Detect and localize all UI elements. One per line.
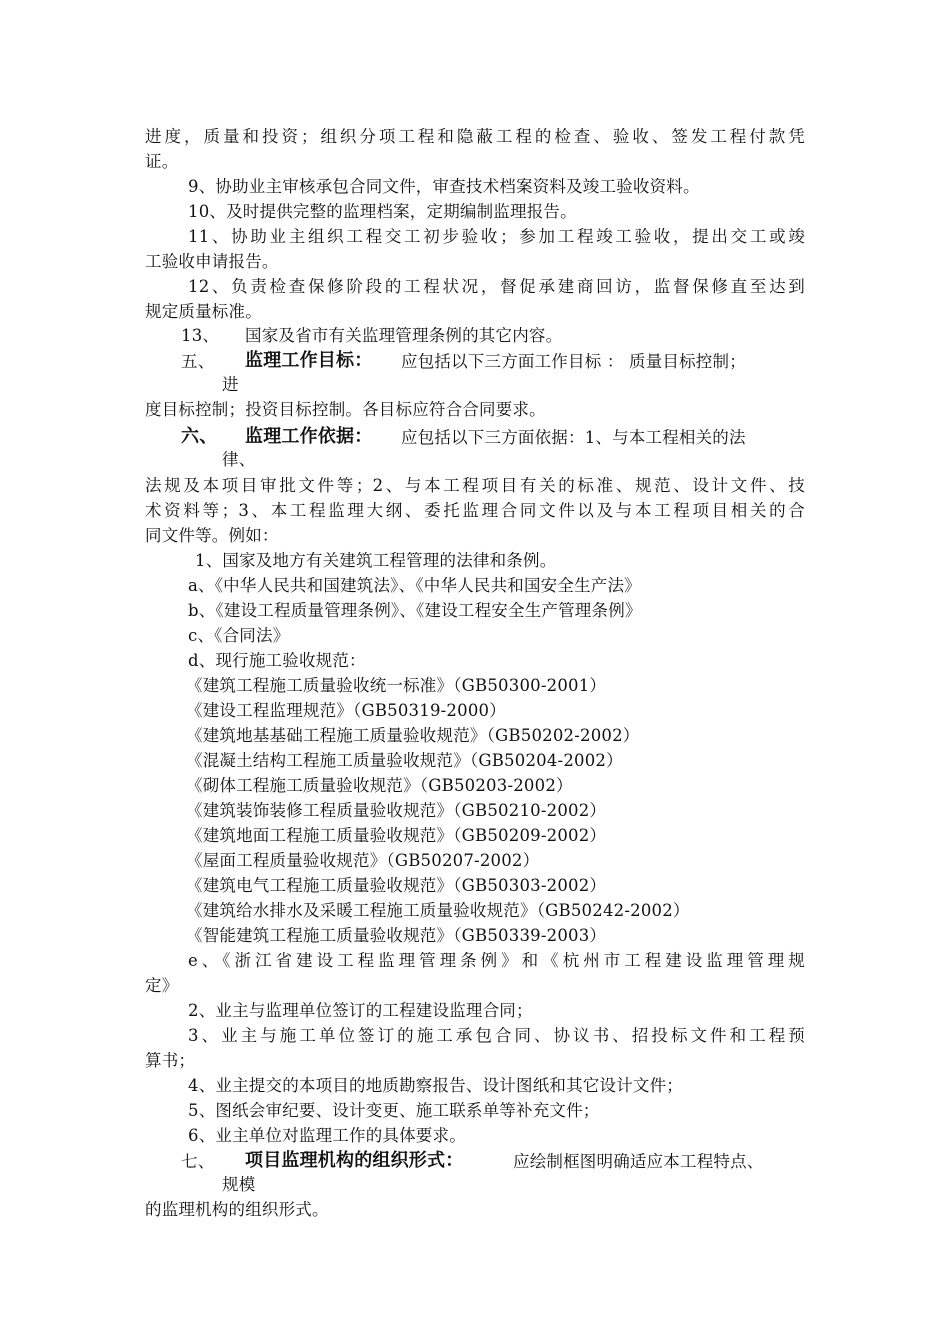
section-heading-5: 监理工作目标： [245, 350, 373, 371]
standard-item: 《建筑地基基础工程施工质量验收规范》（GB50202-2002） [186, 726, 640, 745]
basis-item-4: 4、业主提交的本项目的地质勘察报告、设计图纸和其它设计文件； [188, 1076, 683, 1095]
standard-item: 《屋面工程质量验收规范》（GB50207-2002） [186, 851, 540, 870]
paragraph-line: 进度，质量和投资；组织分项工程和隐蔽工程的检查、验收、签发工程付款凭 [145, 127, 805, 146]
paragraph-line: 同文件等。例如： [145, 526, 279, 545]
section-number-5: 五、 [181, 352, 215, 371]
standard-item: 《建筑工程施工质量验收统一标准》（GB50300-2001） [186, 676, 607, 695]
basis-item-a: a、《中华人民共和国建筑法》、《中华人民共和国安全生产法》 [188, 576, 641, 595]
paragraph-line: 度目标控制；投资目标控制。各目标应符合合同要求。 [145, 400, 546, 419]
basis-item-1: 1、国家及地方有关建筑工程管理的法律和条例。 [195, 551, 557, 570]
standard-item: 《混凝土结构工程施工质量验收规范》（GB50204-2002） [186, 751, 623, 770]
basis-item-e: e、《浙江省建设工程监理管理条例》和《杭州市工程建设监理管理规 [188, 951, 805, 970]
standard-item: 《建筑地面工程施工质量验收规范》（GB50209-2002） [186, 826, 607, 845]
section-text-5: 应包括以下三方面工作目标 ： 质量目标控制； [401, 352, 746, 371]
list-item-9: 9、协助业主审核承包合同文件，审查技术档案资料及竣工验收资料。 [188, 177, 700, 196]
paragraph-line: 律、 [222, 450, 256, 469]
list-item-10: 10、及时提供完整的监理档案，定期编制监理报告。 [188, 202, 577, 221]
paragraph-line: 定》 [145, 976, 179, 995]
paragraph-line: 证。 [145, 152, 179, 171]
section-heading-7: 项目监理机构的组织形式： [245, 1150, 464, 1171]
section-heading-6: 监理工作依据： [245, 426, 373, 447]
section-text-7: 应绘制框图明确适应本工程特点、 [513, 1152, 764, 1171]
list-item-13-text: 国家及省市有关监理管理条例的其它内容。 [245, 326, 563, 345]
basis-item-b: b、《建设工程质量管理条例》、《建设工程安全生产管理条例》 [188, 601, 642, 620]
standard-item: 《建筑电气工程施工质量验收规范》（GB50303-2002） [186, 876, 607, 895]
basis-item-3: 3、业主与施工单位签订的施工承包合同、协议书、招投标文件和工程预 [188, 1026, 805, 1045]
standard-item: 《智能建筑工程施工质量验收规范》（GB50339-2003） [186, 926, 607, 945]
standard-item: 《建筑给水排水及采暖工程施工质量验收规范》（GB50242-2002） [186, 901, 690, 920]
paragraph-line: 术资料等；3、本工程监理大纲、委托监理合同文件以及与本工程项目相关的合 [145, 501, 805, 520]
basis-item-2: 2、业主与监理单位签订的工程建设监理合同； [188, 1001, 533, 1020]
paragraph-line: 法规及本项目审批文件等；2、与本工程项目有关的标准、规范、设计文件、技 [145, 476, 805, 495]
standard-item: 《建设工程监理规范》（GB50319-2000） [186, 701, 506, 720]
paragraph-line: 的监理机构的组织形式。 [145, 1200, 329, 1219]
standard-item: 《建筑装饰装修工程质量验收规范》（GB50210-2002） [186, 801, 607, 820]
paragraph-line: 规定质量标准。 [145, 302, 262, 321]
basis-item-c: c、《合同法》 [188, 626, 290, 645]
basis-item-d: d、现行施工验收规范： [188, 651, 366, 670]
list-item-12: 12、负责检查保修阶段的工程状况，督促承建商回访，监督保修直至达到 [188, 277, 805, 296]
section-text-6: 应包括以下三方面依据：1、与本工程相关的法 [401, 428, 746, 447]
section-number-7: 七、 [181, 1152, 215, 1171]
list-item-11: 11、协助业主组织工程交工初步验收；参加工程竣工验收，提出交工或竣 [188, 227, 805, 246]
list-item-13-number: 13、 [181, 326, 220, 345]
paragraph-line: 规模 [222, 1175, 256, 1194]
section-number-6: 六、 [181, 426, 218, 447]
paragraph-line: 工验收申请报告。 [145, 252, 279, 271]
paragraph-line: 进 [222, 375, 239, 394]
basis-item-5: 5、图纸会审纪要、设计变更、施工联系单等补充文件； [188, 1101, 600, 1120]
basis-item-6: 6、业主单位对监理工作的具体要求。 [188, 1126, 466, 1145]
standard-item: 《砌体工程施工质量验收规范》（GB50203-2002） [186, 776, 573, 795]
paragraph-line: 算书； [145, 1051, 196, 1070]
